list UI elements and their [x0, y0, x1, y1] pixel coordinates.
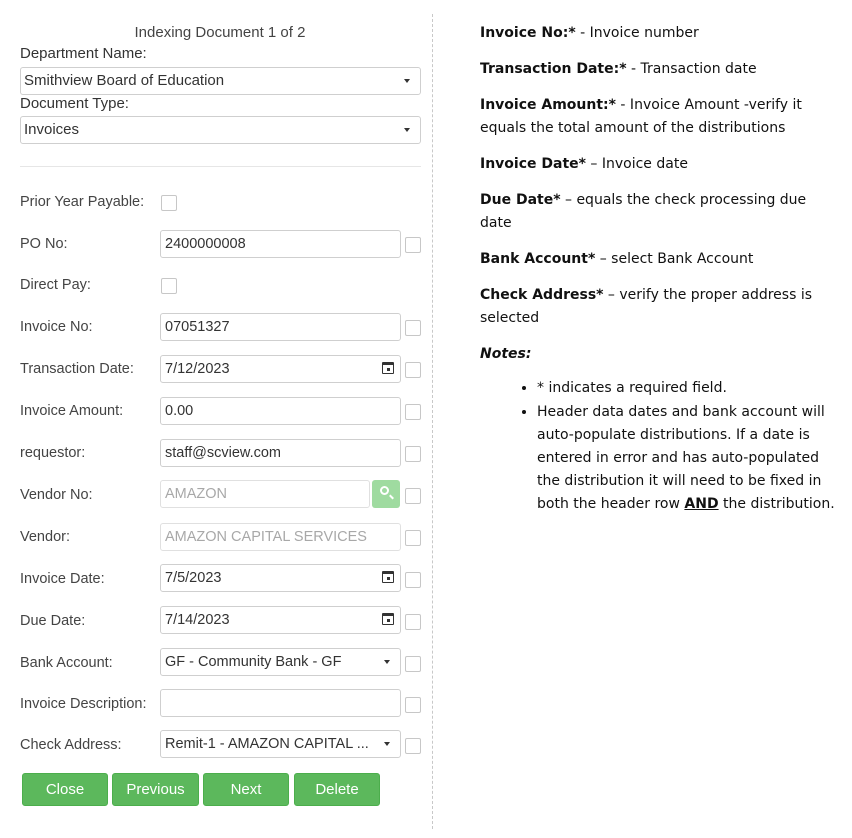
help-invoice-amount — [480, 94, 840, 140]
po-no-side-checkbox[interactable] — [405, 237, 421, 253]
help-term: Invoice No:* — [480, 25, 576, 41]
help-term: Due Date* — [480, 192, 561, 208]
panel-divider — [432, 14, 433, 829]
requestor-input[interactable] — [160, 439, 401, 467]
invoice-description-side-checkbox[interactable] — [405, 697, 421, 713]
notes-heading: Notes: — [480, 346, 532, 362]
invoice-amount-side-checkbox[interactable] — [405, 404, 421, 420]
help-desc: – equals the check processing due date — [480, 192, 807, 231]
note-text: the distribution. — [718, 496, 835, 512]
invoice-no-label: Invoice No: — [20, 319, 93, 335]
bank-account-label: Bank Account: — [20, 655, 113, 671]
transaction-date-side-checkbox[interactable] — [405, 362, 421, 378]
help-invoice-no — [480, 22, 840, 45]
po-no-input[interactable] — [160, 230, 401, 258]
requestor-label: requestor: — [20, 445, 86, 461]
vendor-label: Vendor: — [20, 529, 70, 545]
prior-year-payable-label: Prior Year Payable: — [20, 194, 145, 210]
previous-button[interactable]: Previous — [112, 773, 199, 806]
notes-list — [480, 377, 840, 516]
invoice-amount-input[interactable] — [160, 397, 401, 425]
vendor-no-label: Vendor No: — [20, 487, 93, 503]
invoice-amount-label: Invoice Amount: — [20, 403, 124, 419]
help-panel — [480, 22, 840, 517]
help-term: Transaction Date:* — [480, 61, 627, 77]
department-label: Department Name: — [20, 45, 147, 62]
divider — [20, 166, 421, 167]
transaction-date-value: 7/12/2023 — [165, 361, 230, 377]
due-date-value: 7/14/2023 — [165, 612, 230, 628]
vendor-search-button[interactable] — [372, 480, 400, 508]
vendor-no-value: AMAZON — [165, 486, 228, 502]
invoice-amount-value: 0.00 — [165, 403, 194, 419]
help-term: Bank Account* — [480, 251, 596, 267]
next-button[interactable]: Next — [203, 773, 289, 806]
doctype-label: Document Type: — [20, 95, 129, 112]
chevron-down-icon — [404, 128, 410, 132]
vendor-no-side-checkbox[interactable] — [405, 488, 421, 504]
help-term: Invoice Date* — [480, 156, 586, 172]
calendar-icon[interactable] — [382, 613, 394, 625]
help-check-address — [480, 284, 840, 330]
help-transaction-date — [480, 58, 840, 81]
invoice-no-input[interactable] — [160, 313, 401, 341]
help-desc: - Invoice number — [575, 25, 699, 41]
invoice-description-label: Invoice Description: — [20, 696, 147, 712]
help-desc: – Invoice date — [585, 156, 688, 172]
invoice-description-input[interactable] — [160, 689, 401, 717]
check-address-label: Check Address: — [20, 737, 122, 753]
note-item — [537, 401, 840, 516]
search-icon — [380, 486, 389, 495]
invoice-date-label: Invoice Date: — [20, 571, 105, 587]
help-term: Invoice Amount:* — [480, 97, 616, 113]
doctype-value: Invoices — [24, 121, 80, 138]
close-button[interactable]: Close — [22, 773, 108, 806]
help-bank-account — [480, 248, 840, 271]
page-title: Indexing Document 1 of 2 — [134, 24, 306, 41]
doctype-select[interactable] — [20, 116, 421, 144]
help-desc: – select Bank Account — [595, 251, 754, 267]
due-date-side-checkbox[interactable] — [405, 614, 421, 630]
calendar-icon[interactable] — [382, 571, 394, 583]
po-no-value: 2400000008 — [165, 236, 246, 252]
chevron-down-icon — [384, 660, 390, 664]
bank-account-side-checkbox[interactable] — [405, 656, 421, 672]
check-address-value: Remit-1 - AMAZON CAPITAL ... — [165, 736, 369, 752]
chevron-down-icon — [404, 79, 410, 83]
note-text: Header data dates and bank account will auto-populate distributions. If a date is entered in error and has auto-populated the distribution it will need to be fixed in both the header row — [537, 404, 825, 512]
help-desc: - Invoice Amount -verify it equals the total amount of the distributions — [480, 97, 802, 136]
help-invoice-date — [480, 153, 840, 176]
due-date-input[interactable] — [160, 606, 401, 634]
direct-pay-checkbox[interactable] — [161, 278, 177, 294]
transaction-date-label: Transaction Date: — [20, 361, 134, 377]
help-due-date — [480, 189, 840, 235]
vendor-value: AMAZON CAPITAL SERVICES — [165, 529, 367, 545]
chevron-down-icon — [384, 742, 390, 746]
vendor-no-input[interactable] — [160, 480, 370, 508]
requestor-value: staff@scview.com — [165, 445, 281, 461]
note-emphasis: AND — [684, 496, 719, 512]
calendar-icon[interactable] — [382, 362, 394, 374]
delete-button[interactable]: Delete — [294, 773, 380, 806]
invoice-date-side-checkbox[interactable] — [405, 572, 421, 588]
prior-year-payable-checkbox[interactable] — [161, 195, 177, 211]
help-desc: - Transaction date — [626, 61, 757, 77]
help-desc: – verify the proper address is selected — [480, 287, 813, 326]
po-no-label: PO No: — [20, 236, 68, 252]
vendor-side-checkbox[interactable] — [405, 530, 421, 546]
department-select[interactable] — [20, 67, 421, 95]
department-value: Smithview Board of Education — [24, 72, 225, 89]
check-address-side-checkbox[interactable] — [405, 738, 421, 754]
invoice-date-value: 7/5/2023 — [165, 570, 222, 586]
direct-pay-label: Direct Pay: — [20, 277, 91, 293]
transaction-date-input[interactable] — [160, 355, 401, 383]
due-date-label: Due Date: — [20, 613, 86, 629]
invoice-date-input[interactable] — [160, 564, 401, 592]
requestor-side-checkbox[interactable] — [405, 446, 421, 462]
invoice-no-value: 07051327 — [165, 319, 230, 335]
bank-account-select[interactable] — [160, 648, 401, 676]
bank-account-value: GF - Community Bank - GF — [165, 654, 342, 670]
note-item: • * indicates a required field. — [537, 377, 840, 400]
vendor-input[interactable] — [160, 523, 401, 551]
help-term: Check Address* — [480, 287, 604, 303]
check-address-select[interactable] — [160, 730, 401, 758]
invoice-no-side-checkbox[interactable] — [405, 320, 421, 336]
